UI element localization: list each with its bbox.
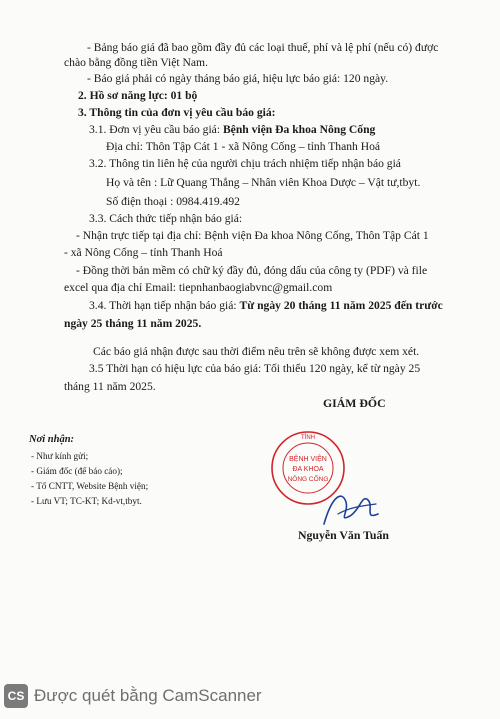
recipient-item: - Lưu VT; TC-KT; Kd-vt,tbyt.: [31, 496, 142, 506]
signatory-name: Nguyễn Văn Tuấn: [298, 528, 389, 542]
address-line: Địa chỉ: Thôn Tập Cát 1 - xã Nông Cống – tỉnh Thanh Hoá: [106, 140, 381, 153]
text-line: - xã Nông Cống – tỉnh Thanh Hoá: [64, 246, 223, 259]
label: 3.1. Đơn vị yêu cầu báo giá:: [89, 123, 223, 136]
seal-ring-text: TỈNH: [301, 435, 315, 441]
text-line: - Báo giá phải có ngày tháng báo giá, hiệu lực báo giá: 120 ngày.: [87, 72, 389, 85]
text-line: - Đồng thời bản mềm có chữ ký đầy đủ, đóng dấu của công ty (PDF) và file: [76, 264, 428, 277]
recipients-title: Nơi nhận:: [29, 434, 75, 445]
deadline-end: ngày 25 tháng 11 năm 2025.: [64, 317, 202, 330]
seal-line: NÔNG CỐNG: [287, 476, 329, 483]
recipient-item: - Giám đốc (để báo cáo);: [31, 466, 123, 476]
email-line: excel qua địa chỉ Email: tiepnhanbaogiabvnc@gmail.com: [64, 281, 333, 294]
text-line: 3.5 Thời hạn có hiệu lực của báo giá: Tối thiểu 120 ngày, kể từ ngày 25: [89, 362, 421, 375]
phone-line: Số điện thoại : 0984.419.492: [106, 195, 240, 208]
deadline-text: Từ ngày 20 tháng 11 năm 2025 đến trước: [239, 299, 443, 312]
text-line: tháng 11 năm 2025.: [64, 380, 156, 393]
text-line: - Bảng báo giá đã bao gồm đầy đủ các loại thuế, phí và lệ phí (nếu có) được: [87, 41, 439, 54]
text-line: Các báo giá nhận được sau thời điểm nêu trên sẽ không được xem xét.: [93, 345, 420, 358]
text-line: 3.2. Thông tin liên hệ của người chịu trách nhiệm tiếp nhận báo giá: [89, 157, 401, 170]
text-line: - Nhận trực tiếp tại địa chỉ: Bệnh viện Đa khoa Nông Cống, Thôn Tập Cát 1: [76, 229, 429, 242]
signature: [316, 486, 386, 532]
camscanner-logo: CS: [4, 684, 28, 708]
recipient-item: - Như kính gửi;: [31, 451, 89, 461]
text-line: chào bằng đồng tiền Việt Nam.: [64, 56, 208, 69]
hospital-name: Bệnh viện Đa khoa Nông Cống: [222, 123, 376, 136]
text-line: [89, 299, 443, 313]
camscanner-watermark: Được quét bằng CamScanner: [34, 686, 262, 705]
recipient-item: - Tổ CNTT, Website Bệnh viện;: [31, 481, 149, 491]
signatory-title: GIÁM ĐỐC: [323, 396, 386, 410]
seal-line: ĐA KHOA: [292, 466, 324, 473]
label: 3.4. Thời hạn tiếp nhận báo giá:: [89, 299, 240, 312]
section-heading: 3. Thông tin của đơn vị yêu cầu báo giá:: [78, 106, 276, 119]
seal-line: BỆNH VIỆN: [289, 456, 327, 463]
contact-name-line: Họ và tên : Lữ Quang Thắng – Nhân viên Khoa Dược – Vật tư,tbyt.: [106, 176, 421, 189]
section-heading: 2. Hồ sơ năng lực: 01 bộ: [78, 89, 198, 102]
text-line: [89, 123, 375, 137]
text-line: 3.3. Cách thức tiếp nhận báo giá:: [89, 212, 243, 225]
